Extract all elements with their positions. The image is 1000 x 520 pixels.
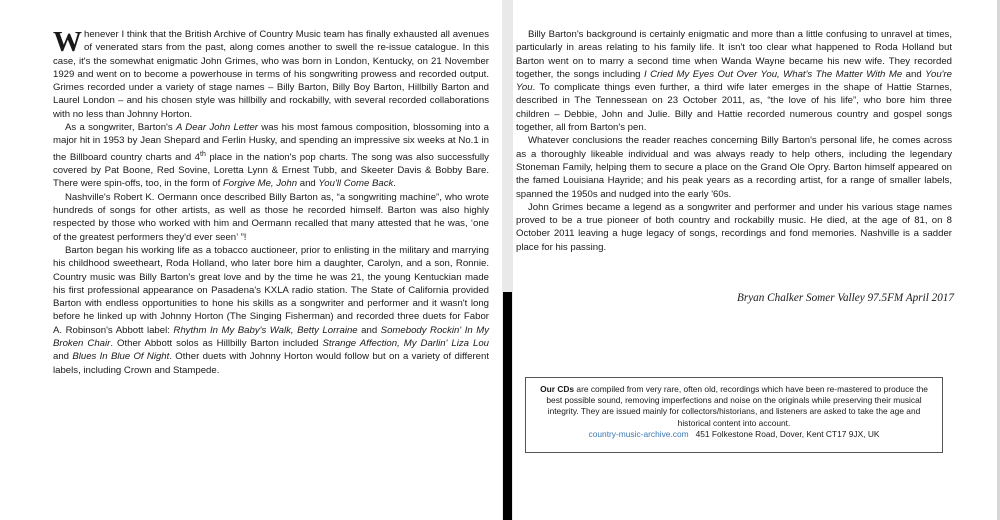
paragraph-intro-text: henever I think that the British Archive of Country Music team has finally exhausted all avenues of venerated stars from the past, along comes another to swell the re-issue catalogue. In this case, it's the somewhat enigmatic John Grimes, who was born in London, Kentucky, on 21 November 1929 and went on to become a powerhouse in terms of his songwriting prowess and recorded output. Grimes recorded under a variety of stage names – Billy Barton, Billy Boy Barton, Hillbilly Barton and Laurel London – and his chosen style was hillbilly and rockabilly, with several recorded collaborations with no less than Johnny Horton. xyxy=(53,29,489,120)
text-run: was his most famous composition, blossoming into a major hit in 1953 by Jean Shepard and Ferlin Husky, and spending an impressive six weeks at No.1 in the Billboard country charts and 4 xyxy=(53,122,490,163)
postal-address: 451 Folkestone Road, Dover, Kent CT17 9JX, UK xyxy=(695,428,880,439)
song-title: A Dear John Letter xyxy=(175,122,258,134)
website-link[interactable]: country-music-archive.com xyxy=(588,428,689,439)
contact-line xyxy=(534,429,934,440)
paragraph-oermann: Nashville's Robert K. Oermann once described Billy Barton as, “a songwriting machine”, who wrote hundreds of songs for other artists, as well as those he recorded himself. Barton was also highly respected by those who worked with him and Oermann recalled that many attested that he was, ‘one of the greatest performers they'd ever seen’ ”! xyxy=(53,191,489,243)
text-run: Barton began his working life as a tobacco auctioneer, prior to enlisting in the military and marrying his childhood sweetheart, Roda Holland, who later bore him a daughter, Carolyn, and a son, Ronnie. Country music was Billy Barton's great love and by the time he was 21, the young Kentuckian made his first professional appearance on Pasadena's KXLA radio station. The State of California provided Barton with endless opportunities to hone his skills as a songwriter and performer and it wasn't long before he linked up with Johnny Horton (The Singing Fisherman) and recorded three duets for Fabor A. Robinson's Abbott label: xyxy=(53,244,489,336)
drop-cap: W xyxy=(53,26,82,58)
ordinal-suffix: th xyxy=(200,150,206,158)
text-run: Billy Barton's background is certainly enigmatic and more than a little confusing to unravel at times, particularly in areas relating to his family life. It isn't too clear what happened to Roda Holland but Barton went on to marry a second time when Wanda Wayne became his new wife. They recorded together, the songs including xyxy=(516,29,952,80)
text-run: . To complicate things even further, a third wife later emerges in the shape of Hattie Starnes, described in The Tennessean on 23 October 2011, as, “the love of his life”, who bore him three children – Debbie, John and Julie. Billy and Hattie recorded numerous country and gospel songs together, all from Barton's pen. xyxy=(516,82,952,134)
song-title: Forgive Me, John xyxy=(222,178,298,190)
cd-notice-lead: Our CDs xyxy=(540,384,575,394)
paragraph-songwriter xyxy=(53,121,489,191)
song-title: Strange Affection, My Darlin' Liza Lou xyxy=(322,338,489,350)
paragraph-career xyxy=(53,244,489,377)
song-title: Blues In Blue Of Night xyxy=(72,351,170,363)
text-run: . xyxy=(393,178,396,190)
text-run: and xyxy=(297,178,319,190)
text-run: As a songwriter, Barton's xyxy=(65,122,176,134)
paragraph-legacy: John Grimes became a legend as a songwriter and performer and under his various stage names proved to be a true pioneer of both country and rockabilly music. He died, at the age of 81, on 8 October 2011 leaving a huge legacy of songs, recordings and fond memories. Nashville is a sadder place for his passing. xyxy=(516,201,952,253)
paragraph-background xyxy=(516,28,952,134)
song-title: I Cried My Eyes Out Over You, What's The Matter With Me xyxy=(643,68,903,80)
left-column xyxy=(53,28,489,377)
cd-notice-body: are compiled from very rare, often old, recordings which have been re-mastered to produce the best possible sound, removing imperfections and noise on the originals while preserving their musical integrity. They are issued mainly for collectors/historians, and listeners are asked to take the age and historical content into account. xyxy=(546,384,928,428)
song-title: You'll Come Back xyxy=(318,178,394,190)
text-run: place in the nation's pop charts. The song was also successfully covered by Pat Boone, Red Sovine, Loretta Lynn & Ernest Tubb, and Skeeter Davis & Bobby Bare. There were spin-offs, too, in the form of xyxy=(53,151,489,190)
author-byline: Bryan Chalker Somer Valley 97.5FM April 2017 xyxy=(737,292,954,304)
spine-shadow xyxy=(503,292,512,520)
right-column xyxy=(516,28,952,254)
cd-notice-box xyxy=(525,377,943,453)
text-run: and xyxy=(902,68,926,80)
song-title: Rhythm In My Baby's Walk, Betty Lorraine xyxy=(173,324,358,336)
text-run: and xyxy=(53,351,73,363)
cd-notice-text xyxy=(534,384,934,429)
text-run: . Other duets with Johnny Horton would follow but on a variety of different labels, including Crown and Stampede. xyxy=(53,351,489,376)
text-run: . Other Abbott solos as Hillbilly Barton included xyxy=(110,338,323,350)
paragraph-intro xyxy=(53,28,489,121)
paragraph-conclusions: Whatever conclusions the reader reaches concerning Billy Barton's personal life, he comes across as a thoroughly likeable individual and was always ready to help others, including the legendary Stoneman Family, helping them to secure a place on the Grand Ole Opry. Barton himself appeared on the famed Louisiana Hayride; and his peak years as a recording artist, for a range of smaller labels, spanned the 1950s and nudged into the early '60s. xyxy=(516,135,952,200)
text-run: and xyxy=(357,324,381,336)
song-title: You're You xyxy=(516,68,953,94)
song-title: Somebody Rockin' In My Broken Chair xyxy=(53,324,489,350)
